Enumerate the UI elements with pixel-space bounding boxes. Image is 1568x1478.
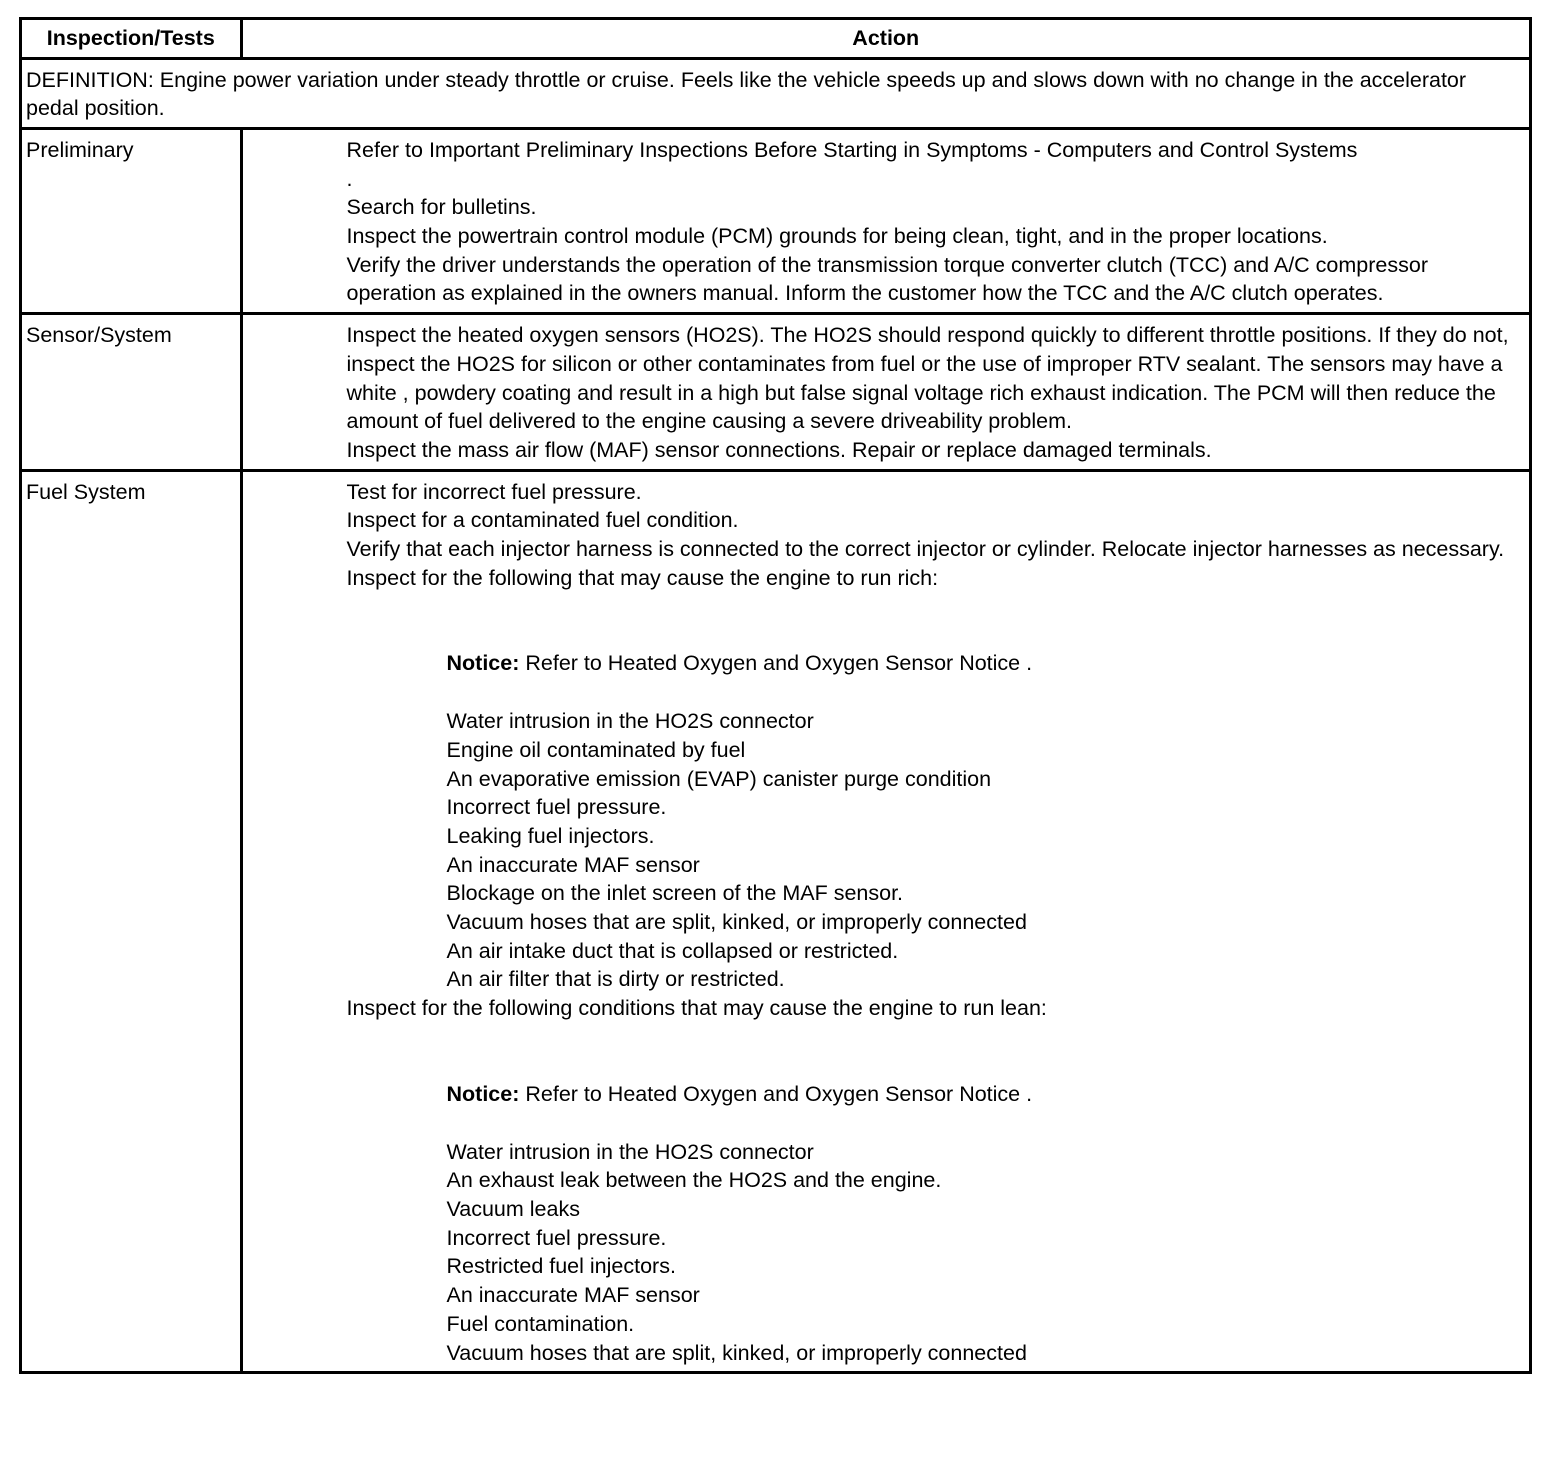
list-item: Restricted fuel injectors. <box>446 1254 676 1279</box>
list-item: Vacuum leaks <box>446 1197 580 1221</box>
list-item: Water intrusion in the HO2S connector <box>446 709 814 734</box>
list-item: Fuel contamination. <box>446 1311 635 1336</box>
header-action: Action <box>241 20 1529 58</box>
action-line: Inspect the heated oxygen sensors (HO2S). The HO2S should respond quickly to different throttle positions. If they do not, inspect the HO2S for silicon or other contaminates from fuel or the use of improper RTV sealant. The sensors may have a white , powdery coating and result in a high but false signal voltage rich exhaust indication. The PCM will then reduce the amount of fuel delivered to the engine causing a severe driveability problem. <box>346 323 1509 434</box>
rich-notice <box>347 649 1522 678</box>
action-line: Inspect for the following conditions that may cause the engine to run lean: <box>346 996 1047 1021</box>
list-item: Incorrect fuel pressure. <box>446 1225 667 1250</box>
list-item: Engine oil contaminated by fuel <box>446 737 746 762</box>
table-row-sensor-system <box>22 314 1529 471</box>
spacer <box>347 1109 1522 1138</box>
table-row-fuel-system <box>22 470 1529 1371</box>
list-item: Vacuum hoses that are split, kinked, or improperly connected <box>446 1340 1027 1365</box>
table-row-preliminary <box>22 128 1529 313</box>
notice-label: Notice: <box>446 1081 520 1106</box>
action-line: Verify the driver understands the operation of the transmission torque converter clutch (TCC) and A/C compressor operation as explained in the owners manual. Inform the customer how the TCC and the A/C clutch operates. <box>346 252 1428 306</box>
spacer <box>347 1023 1522 1080</box>
row-label: Fuel System <box>22 470 241 1371</box>
list-item: An evaporative emission (EVAP) canister purge condition <box>446 766 992 791</box>
list-item: Water intrusion in the HO2S connector <box>446 1139 814 1164</box>
list-item: Blockage on the inlet screen of the MAF sensor. <box>446 881 904 906</box>
action-line: Verify that each injector harness is connected to the correct injector or cylinder. Relocate injector harnesses as necessary. <box>346 537 1505 562</box>
list-item: Leaking fuel injectors. <box>446 823 655 848</box>
spacer <box>347 592 1522 649</box>
notice-text: Refer to Heated Oxygen and Oxygen Sensor Notice . <box>525 1081 1033 1106</box>
action-line: Inspect the powertrain control module (PCM) grounds for being clean, tight, and in the proper locations. <box>346 224 1328 249</box>
action-line: Search for bulletins. <box>346 195 537 220</box>
row-label: Preliminary <box>22 128 241 313</box>
row-actions <box>241 314 1529 471</box>
action-line: Inspect for the following that may cause the engine to run rich: <box>346 565 939 590</box>
diagnostic-table-frame <box>19 17 1532 1374</box>
list-item: Vacuum hoses that are split, kinked, or improperly connected <box>446 910 1027 935</box>
spacer <box>347 678 1522 707</box>
row-actions <box>241 470 1529 1371</box>
list-item: Incorrect fuel pressure. <box>446 795 667 820</box>
action-line: Test for incorrect fuel pressure. <box>346 479 642 504</box>
definition-row <box>22 58 1529 128</box>
list-item: An air filter that is dirty or restricted. <box>446 967 785 992</box>
list-item: An inaccurate MAF sensor <box>446 852 700 877</box>
list-item: An air intake duct that is collapsed or restricted. <box>446 938 899 963</box>
header-row <box>22 20 1529 58</box>
header-inspection-tests: Inspection/Tests <box>22 20 241 58</box>
action-line: Inspect the mass air flow (MAF) sensor connections. Repair or replace damaged terminals. <box>346 437 1212 462</box>
notice-label: Notice: <box>446 651 520 676</box>
action-line: Refer to Important Preliminary Inspections Before Starting in Symptoms - Computers and Control Systems <box>346 137 1358 162</box>
row-actions <box>241 128 1529 313</box>
action-line: . <box>346 166 353 191</box>
row-label: Sensor/System <box>22 314 241 471</box>
definition-text: DEFINITION: Engine power variation under steady throttle or cruise. Feels like the vehicle speeds up and slows down with no change in the accelerator pedal position. <box>22 58 1529 128</box>
lean-notice <box>347 1080 1522 1109</box>
list-item: An exhaust leak between the HO2S and the engine. <box>446 1168 942 1193</box>
list-item: An inaccurate MAF sensor <box>446 1283 700 1308</box>
diagnostic-table <box>22 20 1529 1371</box>
action-line: Inspect for a contaminated fuel condition. <box>346 508 739 533</box>
notice-text: Refer to Heated Oxygen and Oxygen Sensor Notice . <box>525 651 1033 676</box>
